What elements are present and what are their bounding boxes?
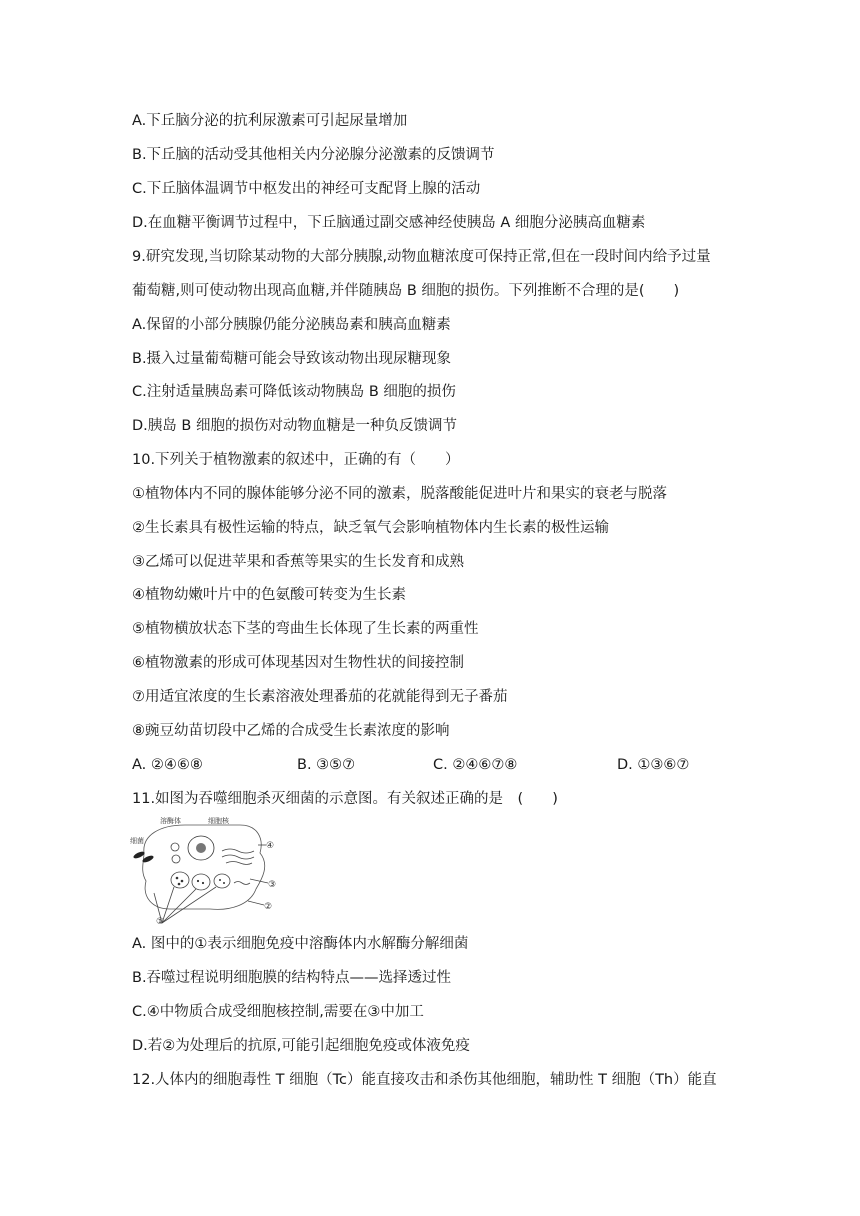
q11-option-a: A. 图中的①表示细胞免疫中溶酶体内水解酶分解细菌: [132, 936, 469, 952]
cell-membrane: [143, 825, 265, 909]
q8-option-a: A.下丘脑分泌的抗利尿激素可引起尿量增加: [132, 113, 408, 129]
label-4: ④: [266, 841, 275, 851]
q8-option-b: B.下丘脑的活动受其他相关内分泌腺分泌激素的反馈调节: [132, 147, 495, 163]
q10-statement-1: ①植物体内不同的腺体能够分泌不同的激素，脱落酸能促进叶片和果实的衰老与脱落: [132, 486, 667, 502]
q10-choice-d: D. ①③⑥⑦: [617, 757, 690, 773]
q9-option-a: A.保留的小部分胰腺仍能分泌胰岛素和胰高血糖素: [132, 317, 451, 333]
label-3: ③: [268, 880, 277, 890]
q10-statement-4: ④植物幼嫩叶片中的色氨酸可转变为生长素: [132, 587, 406, 603]
q11-option-d: D.若②为处理后的抗原,可能引起细胞免疫或体液免疫: [132, 1038, 470, 1054]
q9-option-b: B.摄入过量葡萄糖可能会导致该动物出现尿糖现象: [132, 351, 452, 367]
q8-option-c: C.下丘脑体温调节中枢发出的神经可支配肾上腺的活动: [132, 181, 481, 197]
phagocyte-diagram: [130, 813, 280, 925]
label-2: ②: [264, 902, 273, 912]
q12-stem-line1: 12.人体内的细胞毒性 T 细胞（Tc）能直接攻击和杀伤其他细胞，辅助性 T 细胞（Th）能直: [132, 1072, 717, 1088]
label-lysosome: 溶酶体: [160, 817, 181, 825]
label-bacteria: 细菌: [130, 837, 144, 845]
label-1: ①: [156, 917, 165, 925]
q10-statement-8: ⑧豌豆幼苗切段中乙烯的合成受生长素浓度的影响: [132, 723, 450, 739]
q9-stem-line2: 葡萄糖,则可使动物出现高血糖,并伴随胰岛 B 细胞的损伤。下列推断不合理的是( ): [132, 283, 680, 299]
q10-statement-2: ②生长素具有极性运输的特点，缺乏氧气会影响植物体内生长素的极性运输: [132, 520, 609, 536]
q10-statement-3: ③乙烯可以促进苹果和香蕉等果实的生长发育和成熟: [132, 554, 464, 570]
q11-option-c: C.④中物质合成受细胞核控制,需要在③中加工: [132, 1004, 424, 1020]
q8-option-d: D.在血糖平衡调节过程中，下丘脑通过副交感神经使胰岛 A 细胞分泌胰高血糖素: [132, 215, 646, 231]
q10-stem: 10.下列关于植物激素的叙述中，正确的有（ ）: [132, 452, 460, 468]
q10-statement-6: ⑥植物激素的形成可体现基因对生物性状的间接控制: [132, 655, 464, 671]
q11-option-b: B.吞噬过程说明细胞膜的结构特点——选择透过性: [132, 970, 452, 986]
q9-stem-line1: 9.研究发现,当切除某动物的大部分胰腺,动物血糖浓度可保持正常,但在一段时间内给予过量: [132, 249, 711, 265]
q11-stem: 11.如图为吞噬细胞杀灭细菌的示意图。有关叙述正确的是 ( ): [132, 791, 558, 807]
q9-option-d: D.胰岛 B 细胞的损伤对动物血糖是一种负反馈调节: [132, 418, 457, 434]
q10-choice-c: C. ②④⑥⑦⑧: [433, 757, 518, 773]
q10-statement-7: ⑦用适宜浓度的生长素溶液处理番茄的花就能得到无子番茄: [132, 689, 508, 705]
q10-choice-a: A. ②④⑥⑧: [132, 757, 203, 773]
label-nucleus: 细胞核: [208, 817, 229, 825]
q10-choice-b: B. ③⑤⑦: [297, 757, 356, 773]
q9-option-c: C.注射适量胰岛素可降低该动物胰岛 B 细胞的损伤: [132, 384, 456, 400]
q10-statement-5: ⑤植物横放状态下茎的弯曲生长体现了生长素的两重性: [132, 621, 479, 637]
